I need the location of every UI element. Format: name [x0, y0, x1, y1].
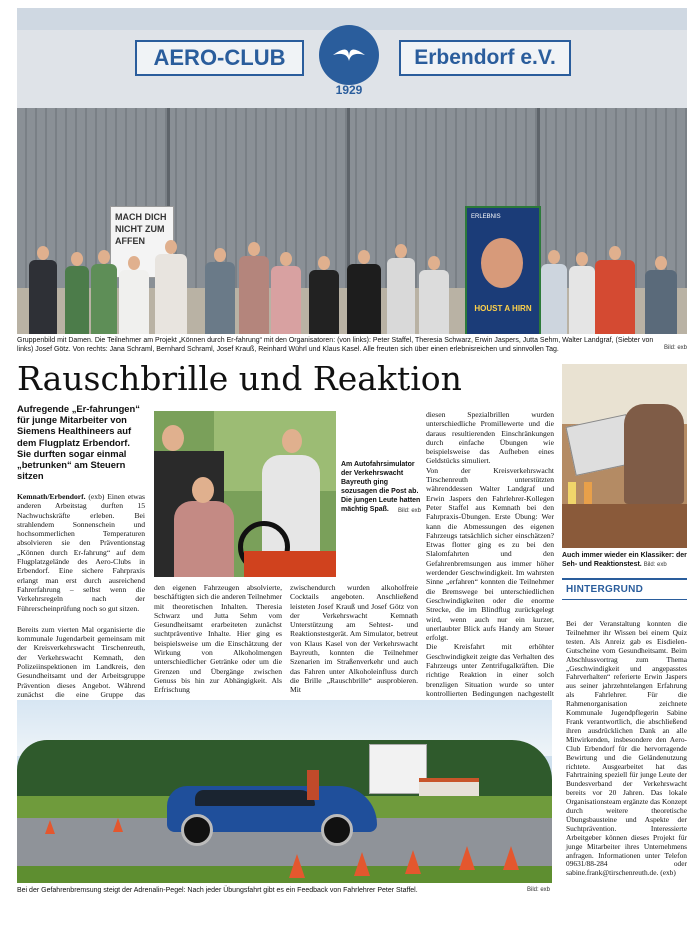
person-head [214, 248, 226, 262]
person-head [165, 240, 177, 254]
article-col1-p1: (exb) Einen etwas anderen Arbeitstag durften 15 Nachwuchskräfte erleben. Bei strahlendem Sonnenschein und hochsommerlichen Temperaturen absolvieren sie den Präventionstag „Können durch Er-fahrung“ auf dem Flugplatzgelände des Aero-Clubs in Erbendorf. Eine sichere Fahrpraxis erlangt man erst durch ausreichend Fahrerfahrung – selbst wenn die Verkehrsregeln nach der Führerscheinprüfung noch so gut sitzen. [17, 492, 145, 613]
person [29, 260, 57, 334]
simulator-caption [341, 460, 421, 516]
person-head [576, 252, 588, 266]
person-head [358, 250, 370, 264]
dateline: Kemnath/Erbendorf. [17, 492, 86, 501]
simulator-caption-text: Am Autofahrsimulator der Verkehrswacht Bayreuth ging sozusagen die Post ab. Die jungen Leute hatten mächtig Spaß. [341, 461, 421, 513]
person [595, 260, 635, 334]
table [562, 504, 687, 548]
person-head [71, 252, 83, 266]
sign-year: 1929 [335, 83, 363, 97]
person-head [282, 429, 302, 453]
person-head [280, 252, 292, 266]
reaction-test-caption [562, 551, 687, 570]
sign-left: AERO-CLUB [135, 40, 304, 76]
door-seam [347, 108, 350, 288]
seated-man [174, 501, 234, 577]
person [309, 270, 339, 334]
person-head [192, 477, 214, 503]
person-head [318, 256, 330, 270]
car-wheel [321, 814, 353, 846]
instructor [307, 770, 319, 800]
traffic-cone [459, 846, 475, 870]
person [569, 266, 595, 334]
person-head [609, 246, 621, 260]
article-col1-p2: Bereits zum vierten Mal organisierte die kommunale Jugendarbeit gemeinsam mit der Kreisverkehrswacht Tirschenreuth, der Verkehrswacht Kemnath, den Polizeiinspektionen im Landkreis, den Gesundheitsamt und der Arbeitsgruppe Prävention dieses Angebot. Während zunächst die eine Gruppe das [17, 624, 145, 699]
sidebar-top-rule [562, 578, 687, 580]
person-head [428, 256, 440, 270]
poster-left-text: MACH DICH NICHT ZUM AFFEN [115, 212, 167, 246]
person [91, 264, 117, 334]
person-head [98, 250, 110, 264]
sidebar-text: Bei der Veranstaltung konnten die Teilnehmer ihr Wissen bei einem Quiz testen. Als Anreiz gab es Eisdielen-Gutscheine vom Gesundheitsamt. Beim Abschlussvortrag zum Thema „Geschwindigkeit und angepasstes Fahrverhalten“ referierte Erwin Jaspers aus seiner jahrzehntelangen Erfahrung als Fahrlehrer. Für die Rahmenorganisation zeichnete Kommunale Jugendpflegerin Sabine Frank verantwortlich, die abschließend ihren ausdrücklichen Dank an alle Mitwirkenden, insbesondere den Aero-Club Erbendorf für die hervorragende Bewirtung und die Geländenutzung richtete. Ausgearbeitet hat das Fahrtraining speziell für junge Leute der Bundesverband der Verkehrswacht bereits vor 20 Jahren. Das lokale Organisationsteam ergänzte das Konzept durch weitere theoretische Übungsbausteine und Aspekte der Suchtprävention. Interessierte Arbeitgeber können dieses Projekt für junge Mitarbeiter ihres Unternehmens anfragen. Informationen unter Telefon 09631/88-284 oder sabine.frank@tirschenreuth.de. (exb) [566, 619, 687, 878]
glasses-row [568, 482, 608, 504]
traffic-cone [354, 852, 370, 876]
article-col3: zwischendurch wurden alkoholfreie Cocktails angeboten. Anschließend leisteten Josef Krauß und Josef Götz von der Verkehrswacht Kemnath Unterstützung am Sehtest- und Reaktionstestgerät. Am Simulator, betreut von Klaus Kasel von der Verkehrswacht Bayreuth, konnten die Teilnehmer Szenarien im Straßenverkehr und auch das Fahren unter Alkoholeinfluss durch die Brille „Rauschbrille“ ausprobieren. Mit [290, 583, 418, 695]
sign-right: Erbendorf e.V. [399, 40, 571, 76]
bird-icon [319, 25, 379, 85]
person [65, 266, 89, 334]
club-logo [319, 25, 379, 85]
person [239, 256, 269, 334]
article-column-1 [17, 492, 145, 709]
person [119, 270, 149, 334]
traffic-cone [113, 818, 123, 832]
reaction-test-photo [562, 364, 687, 548]
article-column-3 [290, 583, 418, 695]
person [387, 258, 415, 334]
group-photo-credit: Bild: exb [664, 345, 688, 351]
car-windows [195, 790, 315, 806]
person-head [128, 256, 140, 270]
sim-base [244, 551, 336, 577]
person [347, 264, 381, 334]
group-photo-caption: Gruppenbild mit Damen. Die Teilnehmer am Projekt „Können durch Er-fahrung“ mit den Organisatoren: (von links): Peter Staffel, Theresia Schwarz, Erwin Jaspers, Jutta Sehm, Walter Landgraf, (Siebter von links) Josef Götz. Von rechts: Jana Schraml, Bernhard Schraml, Josef Krauß, Reinhard Wührl und Klaus Kasel. Alle freuten sich über einen erlebnisreichen und sinnvollen Tag. [17, 337, 654, 353]
article-col4-p2: Von der Kreisverkehrswacht Tirschenreuth unterstützten währenddessen Walter Landgraf und Erwin Jaspers den Fahrlehrer-Kollegen Peter Staffel aus Kemnath bei den Fahrpraxis-Übungen. Erste Übung: Wer kann die Abmessungen des eigenen Fahrzeugs tatsächlich sicher einschätzen? Etwas flotter ging es zu bei den Slalomfahrten und den Gefahrenbremsungen aus immer höher werdender Geschwindigkeit. Im wahrsten Sinne „erfahren“ konnten die Teilnehmer die Bremswege bei unterschiedlichen Geschwindigkeiten oder die enorme Strecke, die im Blindflug zurückgelegt wird, wenn auch nur ein kurzer, unerlaubter Blick aufs Handy am Steuer erfolgt. [426, 465, 554, 643]
brake-training-caption: Bei der Gefahrenbremsung steigt der Adrenalin-Pegel: Nach jeder Übungsfahrt gibt es ein Feedback von Fahrlehrer Peter Staffel. [17, 887, 418, 894]
article-column-4 [426, 410, 554, 708]
person [645, 270, 677, 334]
person-head [395, 244, 407, 258]
group-photo [17, 8, 687, 334]
person [155, 254, 187, 334]
person-at-device [624, 404, 684, 504]
traffic-cone [45, 820, 55, 834]
brake-training-photo [17, 700, 552, 883]
brake-training-credit: Bild: exb [527, 887, 551, 893]
sidebar-title: HINTERGRUND [566, 584, 644, 595]
article-col4-p3: Die Kreisfahrt mit erhöhter Geschwindigkeit zeigte das Verhalten des Fahrzeugs unter Zentrifugalkräften. Die richtige Reaktion in einer solch brenzligen Situation wurde so unter kontrollierten Bedingungen nachgestellt [426, 642, 554, 698]
person [541, 264, 567, 334]
person-head [248, 242, 260, 256]
article-column-2 [154, 583, 282, 695]
article-col2: den eigenen Fahrzeugen absolvierte, beschäftigten sich die anderen Teilnehmer mit theoretischen Inhalten. Theresia Schwarz und Jutta Sehm vom Gesundheitsamt erarbeiteten zunächst suchtpräventive Inhalte. Hier ging es beispielsweise um die Einschätzung der Wirkung von Alkoholmengen unterschiedlicher Getränke oder um die Grenzen und Übergänge zwischen Genuss bis hin zur Abhängigkeit. Als Erfrischung [154, 583, 282, 695]
person [271, 266, 301, 334]
person [205, 262, 235, 334]
poster-right-bottom: HOUST A HIRN [474, 304, 532, 313]
person [419, 270, 449, 334]
traffic-cone [405, 850, 421, 874]
traffic-cone [289, 854, 305, 878]
article-paragraph [17, 492, 145, 613]
person-head [37, 246, 49, 260]
poster-right-top: ERLEBNIS [471, 214, 501, 220]
reaction-test-caption-text: Auch immer wieder ein Klassiker: der Seh- und Reaktionstest. [562, 552, 687, 568]
reaction-test-credit: Bild: exb [643, 562, 667, 568]
person-head [162, 425, 184, 451]
poster-right [465, 206, 541, 334]
person-head [655, 256, 667, 270]
car-wheel [181, 814, 213, 846]
person-head [548, 250, 560, 264]
sidebar-title-rule [562, 599, 687, 600]
headline: Rauschbrille und Reaktion [17, 359, 462, 398]
subhead: Aufregende „Er-fahrungen“ für junge Mitarbeiter von Siemens Healthineers auf dem Flugplatz Erbendorf. Sie durften sogar einmal „betrunken“ am Steuern sitzen [17, 403, 140, 482]
poster-face [481, 238, 523, 288]
simulator-photo [154, 411, 336, 577]
article-col4-p1: diesen Spezialbrillen wurden unterschiedliche Promillewerte und die daraus resultierenden Einschränkungen durch einfache Übungen wie beispielsweise das Aufheben eines Geldstücks simuliert. [426, 410, 554, 466]
simulator-credit: Bild: exb [397, 508, 421, 514]
traffic-cone [503, 846, 519, 870]
